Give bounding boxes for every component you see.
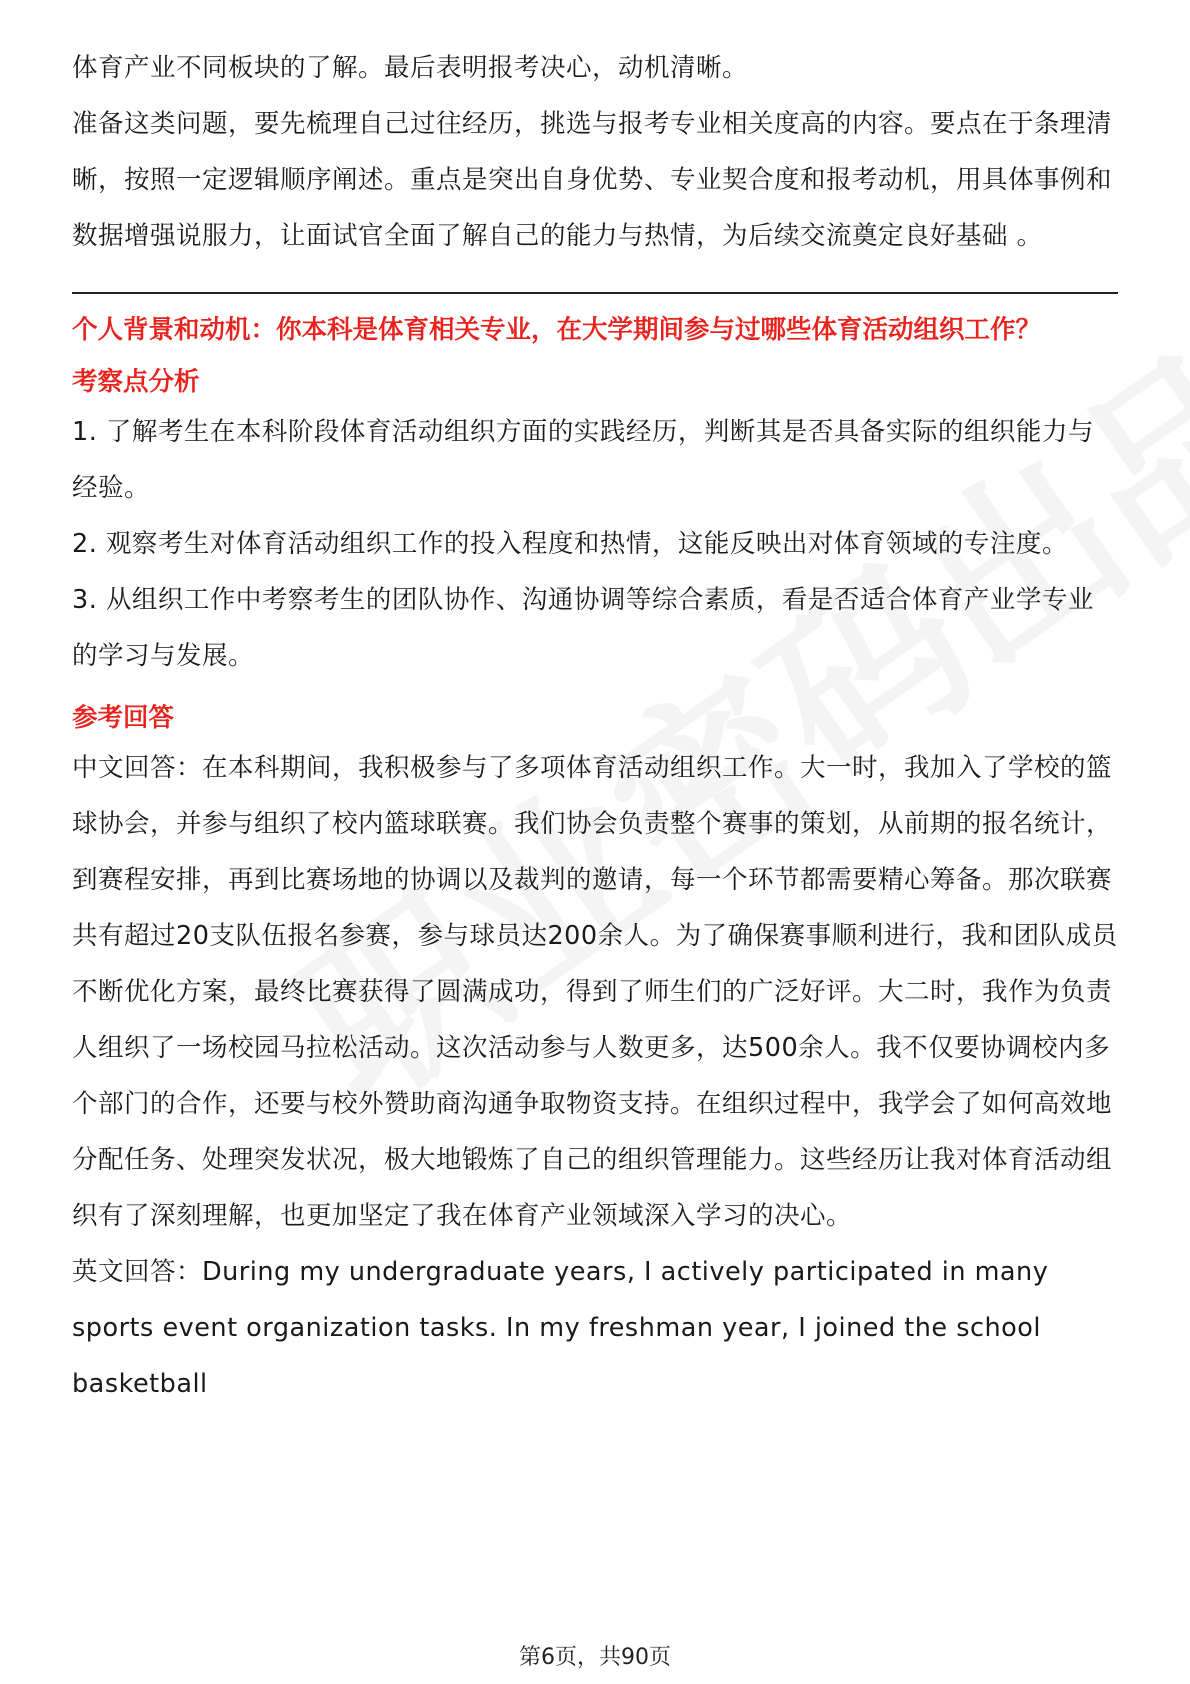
chinese-answer: 中文回答：在本科期间，我积极参与了多项体育活动组织工作。大一时，我加入了学校的篮球协会，并参与组织了校内篮球联赛。我们协会负责整个赛事的策划，从前期的报名统计，到赛程安排，再到比赛场地的协调以及裁判的邀请，每一个环节都需要精心筹备。那次联赛共有超过20支队伍报名参赛，参与球员达200余人。为了确保赛事顺利进行，我和团队成员不断优化方案，最终比赛获得了圆满成功，得到了师生们的广泛好评。大二时，我作为负责人组织了一场校园马拉松活动。这次活动参与人数更多，达500余人。我不仅要协调校内多个部门的合作，还要与校外赞助商沟通争取物资支持。在组织过程中，我学会了如何高效地分配任务、处理突发状况，极大地锻炼了自己的组织管理能力。这些经历让我对体育活动组织有了深刻理解，也更加坚定了我在体育产业领域深入学习的决心。: [72, 753, 1118, 1231]
document-page: [72, 40, 1118, 1412]
analysis-point-1: 1. 了解考生在本科阶段体育活动组织方面的实践经历，判断其是否具备实际的组织能力与经验。: [72, 417, 1094, 503]
intro-paragraph-2: 准备这类问题，要先梳理自己过往经历，挑选与报考专业相关度高的内容。要点在于条理清晰，按照一定逻辑顺序阐述。重点是突出自身优势、专业契合度和报考动机，用具体事例和数据增强说服力，让面试官全面了解自己的能力与热情，为后续交流奠定良好基础 。: [72, 109, 1113, 251]
analysis-point-3: 3. 从组织工作中考察考生的团队协作、沟通协调等综合素质，看是否适合体育产业学专业的学习与发展。: [72, 585, 1094, 671]
reference-heading: 参考回答: [72, 703, 175, 733]
intro-paragraph-1: 体育产业不同板块的了解。最后表明报考决心，动机清晰。: [72, 53, 749, 83]
analysis-point-2: 2. 观察考生对体育活动组织工作的投入程度和热情，这能反映出对体育领域的专注度。: [72, 529, 1068, 559]
question-title: 个人背景和动机：你本科是体育相关专业，在大学期间参与过哪些体育活动组织工作？: [72, 315, 1042, 345]
section-divider: [72, 292, 1118, 294]
english-answer: 英文回答：During my undergraduate years, I actively participated in many sports event organization tasks. In my freshman year, I joined the school basketball: [72, 1257, 1049, 1399]
page-footer: 第6页，共90页: [519, 1645, 671, 1670]
analysis-heading: 考察点分析: [72, 367, 200, 397]
